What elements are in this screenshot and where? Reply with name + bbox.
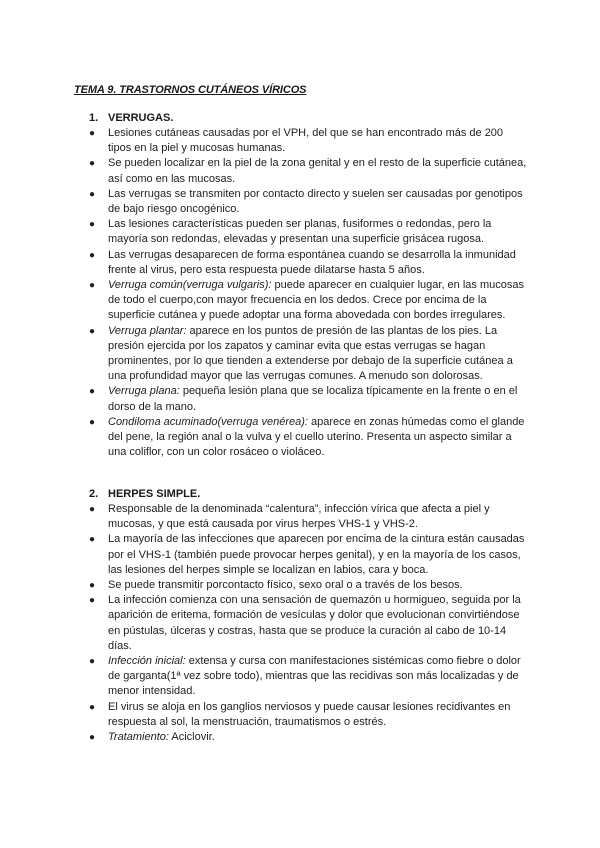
list-item (89, 578, 529, 593)
list-item (89, 700, 529, 730)
item-text: El virus se aloja en los ganglios nerviosos y puede causar lesiones recidivantes en respuesta al sol, la menstruación, traumatismos o estrés. (108, 700, 511, 728)
item-text: La mayoría de las infecciones que aparecen por encima de la cintura están causadas por el VHS-1 (también puede provocar herpes genital), y en la mayoría de los casos, las lesiones del herpes simple se localizan en labios, cara y boca. (108, 533, 525, 576)
bullet-icon: ● (89, 656, 96, 668)
bullet-icon: ● (89, 280, 96, 292)
list-item (89, 730, 529, 745)
bullet-icon: ● (89, 732, 96, 744)
list-item (89, 248, 529, 278)
section-heading (89, 112, 529, 124)
item-text: Las lesiones características pueden ser planas, fusiformes o redondas, pero la mayoría son redondas, elevadas y presentan una superficie grisácea rugosa. (108, 218, 492, 246)
list-item (89, 654, 529, 700)
page-title: TEMA 9. TRASTORNOS CUTÁNEOS VÍRICOS (74, 84, 307, 96)
item-text: extensa y cursa con manifestaciones sistémicas como fiebre o dolor de garganta(1ª vez sobre todo), mientras que las recidivas son más localizadas y de menor intensidad. (108, 655, 521, 698)
bullet-icon: ● (89, 325, 96, 337)
list-item (89, 593, 529, 654)
bullet-list (89, 502, 529, 745)
list-item (89, 502, 529, 532)
item-text: aparece en los puntos de presión de las plantas de los pies. La presión ejercida por los zapatos y caminar evita que estas verrugas se hagan prominentes, por lo que tienden a extenderse por debajo de la superficie cutánea a una profundidad mayor que las verrugas comunes. A menudo son dolorosas. (108, 324, 513, 383)
item-text: Responsable de la denominada “calentura”, infección vírica que afecta a piel y mucosas, y que está causada por virus herpes VHS-1 y VHS-2. (108, 503, 490, 531)
item-text: Se pueden localizar en la piel de la zona genital y en el resto de la superficie cutánea, así como en las mucosas. (108, 157, 527, 185)
bullet-icon: ● (89, 219, 96, 231)
list-item (89, 156, 529, 186)
item-term: Infección inicial: (108, 655, 186, 668)
item-term: Verruga plana: (108, 385, 180, 398)
list-item (89, 217, 529, 247)
item-text: Aciclovir. (168, 731, 215, 744)
item-text: La infección comienza con una sensación de quemazón u hormigueo, seguida por la aparición de eritema, formación de vesículas y dolor que evolucionan convirtiéndose en pústulas, úlceras y costras, hasta que se produce la curación al cabo de 10-14 días. (108, 594, 521, 652)
list-item (89, 187, 529, 217)
section-number: 2. (89, 488, 99, 500)
section-title: VERRUGAS. (108, 112, 174, 124)
bullet-icon: ● (89, 504, 96, 515)
item-text: Las verrugas desaparecen de forma espontánea cuando se desarrolla la inmunidad frente al virus, pero esta respuesta puede dilatarse hasta 5 años. (108, 248, 516, 276)
section-number: 1. (89, 112, 99, 124)
item-text: Las verrugas se transmiten por contacto directo y suelen ser causadas por genotipos de bajo riesgo oncogénico. (108, 187, 523, 216)
item-text: Se puede transmitir porcontacto físico, sexo oral o a través de los besos. (108, 579, 463, 592)
item-term: Verruga común(verruga vulgaris): (108, 279, 272, 292)
bullet-icon: ● (89, 158, 96, 170)
section-heading (89, 488, 529, 500)
item-text: puede aparecer en cualquier lugar, en las mucosas de todo el cuerpo,con mayor frecuencia en los dedos. Crece por encima de la superficie cutánea y puede adoptar una forma abovedada con bordes irregulares. (108, 279, 524, 322)
bullet-icon: ● (89, 128, 96, 139)
section-verrugas (89, 112, 529, 460)
bullet-icon: ● (89, 701, 96, 713)
item-text: aparece en zonas húmedas como el glande del pene, la región anal o la vulva y el cuello uterino. Presenta un aspecto similar a una coliflor, con un color rosáceo o violáceo. (108, 415, 525, 459)
bullet-list (89, 126, 529, 460)
bullet-icon: ● (89, 580, 96, 592)
section-title: HERPES SIMPLE. (108, 488, 201, 500)
bullet-icon: ● (89, 595, 96, 607)
item-text: Lesiones cutáneas causadas por el VPH, del que se han encontrado más de 200 tipos en la piel y mucosas humanas. (108, 127, 504, 155)
list-item (89, 384, 529, 414)
bullet-icon: ● (89, 534, 96, 546)
list-item (89, 415, 529, 461)
list-item (89, 532, 529, 578)
bullet-icon: ● (89, 416, 96, 428)
list-item (89, 126, 529, 156)
list-item (89, 324, 529, 385)
section-herpes-simple (89, 488, 529, 745)
item-text: pequeña lesión plana que se localiza típicamente en la frente o en el dorso de la mano. (108, 385, 518, 413)
item-term: Condiloma acuminado(verruga venérea): (108, 415, 308, 428)
item-term: Tratamiento: (108, 731, 169, 744)
list-item (89, 278, 529, 324)
item-term: Verruga plantar: (108, 324, 187, 337)
bullet-icon: ● (89, 249, 96, 261)
bullet-icon: ● (89, 386, 96, 398)
bullet-icon: ● (89, 188, 96, 200)
